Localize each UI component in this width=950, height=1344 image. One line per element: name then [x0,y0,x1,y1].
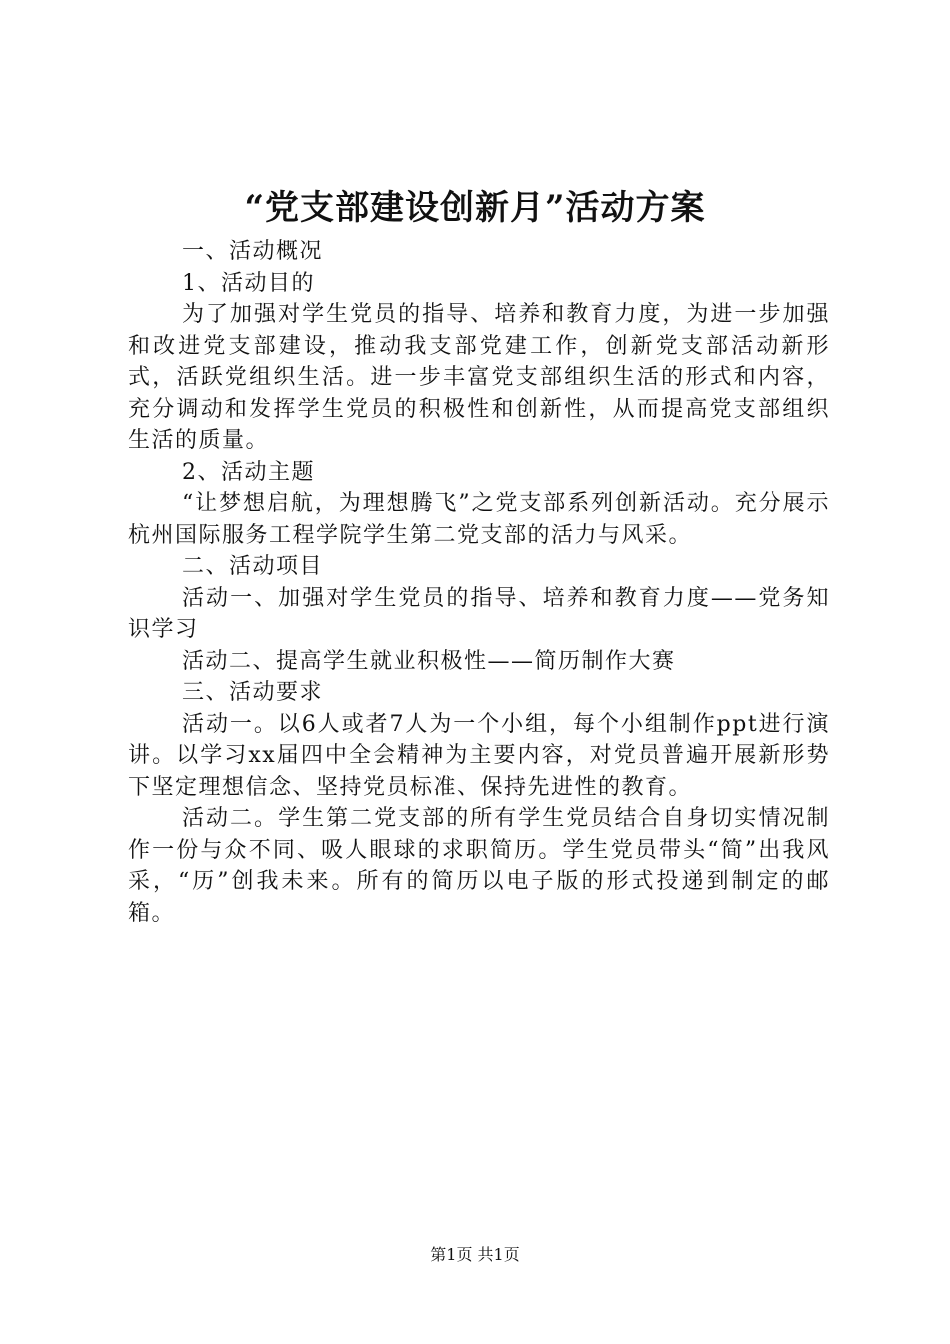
body-paragraph: 活动一。以6人或者7人为一个小组，每个小组制作ppt进行演讲。以学习xx届四中全会精神为主要内容，对党员普遍开展新形势下坚定理想信念、坚持党员标准、保持先进性的教育。 [128,711,830,800]
body-paragraph: 活动二。学生第二党支部的所有学生党员结合自身切实情况制作一份与众不同、吸人眼球的求职简历。学生党员带头“简”出我风采，“历”创我未来。所有的简历以电子版的形式投递到制定的邮箱。 [128,806,830,926]
page-footer: 第1页 共1页 [430,1245,520,1264]
document-title: “党支部建设创新月”活动方案 [244,188,706,228]
subsection-heading: 1、活动目的 [182,270,315,296]
body-paragraph: 活动二、提高学生就业积极性——简历制作大赛 [182,648,676,674]
body-paragraph: 为了加强对学生党员的指导、培养和教育力度，为进一步加强和改进党支部建设，推动我支部党建工作，创新党支部活动新形式，活跃党组织生活。进一步丰富党支部组织生活的形式和内容，充分调动和发挥学生党员的积极性和创新性，从而提高党支部组织生活的质量。 [128,302,830,453]
section-heading: 一、活动概况 [182,239,324,264]
body-paragraph: 活动一、加强对学生党员的指导、培养和教育力度——党务知识学习 [128,585,830,642]
document-body [128,236,830,929]
section-heading: 三、活动要求 [182,680,324,705]
section-heading: 二、活动项目 [182,554,324,579]
body-paragraph: “让梦想启航，为理想腾飞”之党支部系列创新活动。充分展示杭州国际服务工程学院学生第二党支部的活力与风采。 [128,491,830,548]
subsection-heading: 2、活动主题 [182,459,315,485]
